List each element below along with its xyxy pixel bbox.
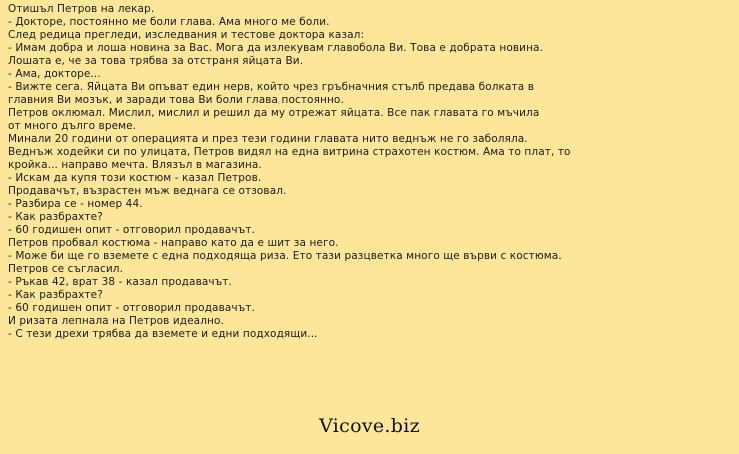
story-line: - Имам добра и лоша новина за Вас. Мога да излекувам главобола Ви. Това е добрата новина. [8, 42, 544, 54]
story-line: - Докторе, постоянно ме боли глава. Ама много ме боли. [8, 16, 330, 28]
story-line: - С тези дрехи трябва да вземете и едни подходящи... [8, 328, 318, 340]
story-line: - 60 годишен опит - отговорил продавачът. [8, 224, 255, 236]
story-line: Лошата е, че за това трябва за отстраня яйцата Ви. [8, 55, 304, 67]
joke-text [8, 3, 732, 341]
story-line: от много дълго време. [8, 120, 137, 132]
story-line: - Може би ще го вземете с една подходяща риза. Ето тази разцветка много ще върви с костюма. [8, 250, 562, 262]
story-line: След редица прегледи, изследвания и тестове доктора казал: [8, 29, 365, 41]
story-line: - Ръкав 42, врат 38 - казал продавачът. [8, 276, 232, 288]
story-line: - Как разбрахте? [8, 289, 103, 301]
story-line: - Вижте сега. Яйцата Ви опъват един нерв, който чрез гръбначния стълб предава болката в [8, 81, 535, 93]
story-line: главния Ви мозък, и заради това Ви боли глава постоянно. [8, 94, 344, 106]
story-line: Веднъж ходейки си по улицата, Петров видял на една витрина страхотен костюм. Ама то плат, то [8, 146, 571, 158]
story-line: кройка... направо мечта. Влязъл в магазина. [8, 159, 262, 171]
story-line: И ризата лепнала на Петров идеално. [8, 315, 224, 327]
story-line: Петров оклюмал. Мислил, мислил и решил да му отрежат яйцата. Все пак главата го мъчила [8, 107, 540, 119]
story-line: - 60 годишен опит - отговорил продавачът. [8, 302, 255, 314]
story-line: Минали 20 години от операцията и през тези години главата нито веднъж не го заболяла. [8, 133, 528, 145]
site-watermark: Vicove.biz [319, 415, 420, 437]
story-line: Продавачът, възрастен мъж веднага се отзовал. [8, 185, 287, 197]
story-line: Петров пробвал костюма - направо като да е шит за него. [8, 237, 339, 249]
story-line: Отишъл Петров на лекар. [8, 3, 155, 15]
story-line: Петров се съгласил. [8, 263, 124, 275]
story-line: - Как разбрахте? [8, 211, 103, 223]
story-line: - Ама, докторе... [8, 68, 101, 80]
story-line: - Искам да купя този костюм - казал Петров. [8, 172, 262, 184]
story-line: - Разбира се - номер 44. [8, 198, 143, 210]
